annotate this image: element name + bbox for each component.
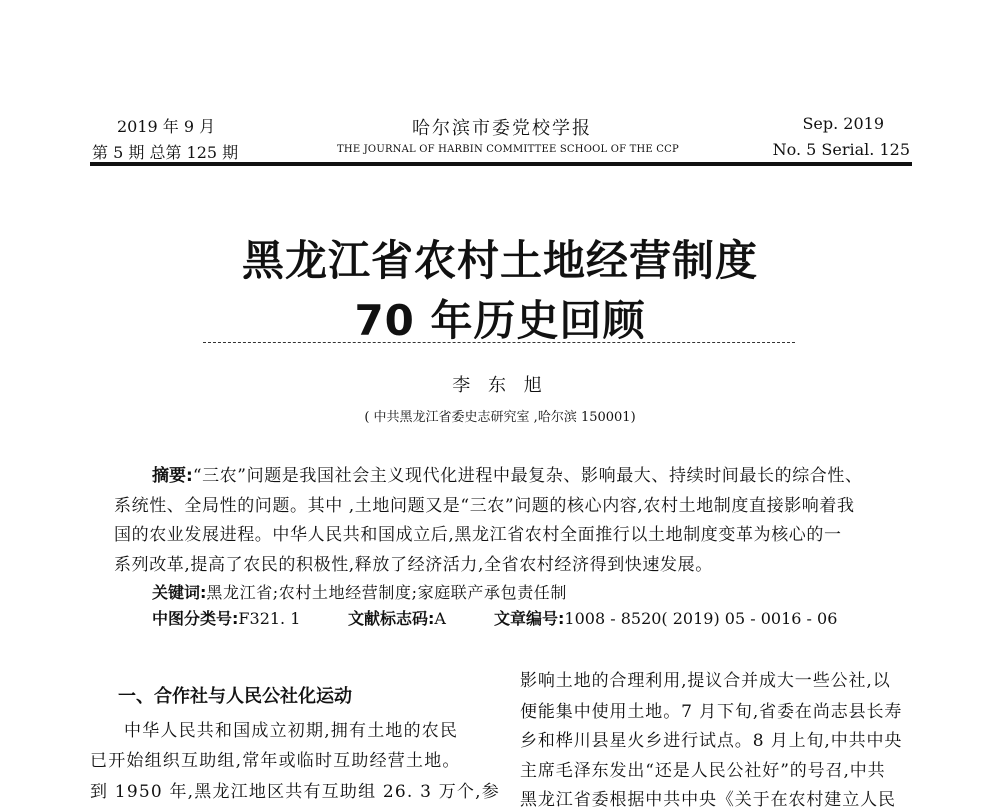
author-name: 李 东 旭	[452, 375, 548, 396]
document-code	[348, 606, 446, 629]
abstract-line-1	[152, 461, 863, 486]
header-date-cn: 2019 年 9 月	[117, 117, 216, 136]
journal-title-en: THE JOURNAL OF HARBIN COMMITTEE SCHOOL OF THE CCP	[337, 144, 679, 155]
section-heading: 一、合作社与人民公社化运动	[118, 686, 352, 707]
abstract-text-1: “三农”问题是我国社会主义现代化进程中最复杂、影响最大、持续时间最长的综合性、	[192, 466, 863, 486]
abstract-label: 摘要:	[152, 466, 193, 486]
article-title-line-1: 黑龙江省农村土地经营制度	[241, 236, 758, 285]
article-title-line-2: 70 年历史回顾	[354, 296, 646, 345]
doc-code-label: 文献标志码:	[348, 609, 435, 628]
doc-code-value: A	[434, 609, 446, 628]
body-left-line-3: 到 1950 年,黑龙江地区共有互助组 26. 3 万个,参	[90, 782, 500, 802]
keywords-line	[152, 580, 567, 603]
article-number	[494, 606, 837, 629]
abstract-line-2: 系统性、全局性的问题。其中 ,土地问题又是“三农”问题的核心内容,农村土地制度直接影响着我	[114, 496, 855, 516]
body-right-line-3: 乡和桦川县星火乡进行试点。8 月上旬,中共中央	[520, 731, 903, 751]
article-number-label: 文章编号:	[494, 609, 565, 628]
article-number-value: 1008 - 8520( 2019) 05 - 0016 - 06	[564, 609, 838, 628]
keywords-label: 关键词:	[152, 583, 207, 602]
header-rule	[90, 162, 912, 166]
clc-number	[152, 606, 300, 629]
abstract-line-4: 系列改革,提高了农民的积极性,释放了经济活力,全省农村经济得到快速发展。	[114, 555, 713, 575]
body-right-line-2: 便能集中使用土地。7 月下旬,省委在尚志县长寿	[520, 702, 903, 722]
journal-title-cn: 哈尔滨市委党校学报	[412, 118, 592, 139]
clc-label: 中图分类号:	[152, 609, 239, 628]
header-issue-en: No. 5 Serial. 125	[772, 140, 910, 159]
body-left-line-1: 中华人民共和国成立初期,拥有土地的农民	[124, 721, 459, 741]
body-right-line-5: 黑龙江省委根据中共中央《关于在农村建立人民	[520, 790, 896, 810]
keywords-text: 黑龙江省;农村土地经营制度;家庭联产承包责任制	[206, 583, 567, 602]
body-left-line-2: 已开始组织互助组,常年或临时互助经营土地。	[90, 751, 461, 771]
title-divider	[203, 342, 795, 343]
header-date-en: Sep. 2019	[802, 114, 884, 133]
body-right-line-1: 影响土地的合理利用,提议合并成大一些公社,以	[520, 671, 891, 691]
abstract-line-3: 国的农业发展进程。中华人民共和国成立后,黑龙江省农村全面推行以土地制度变革为核心的一	[114, 525, 842, 545]
author-affiliation: ( 中共黑龙江省委史志研究室 ,哈尔滨 150001)	[364, 410, 636, 425]
body-right-line-4: 主席毛泽东发出“还是人民公社好”的号召,中共	[520, 761, 886, 781]
header-issue-cn: 第 5 期 总第 125 期	[92, 143, 239, 162]
clc-value: F321. 1	[238, 609, 301, 628]
